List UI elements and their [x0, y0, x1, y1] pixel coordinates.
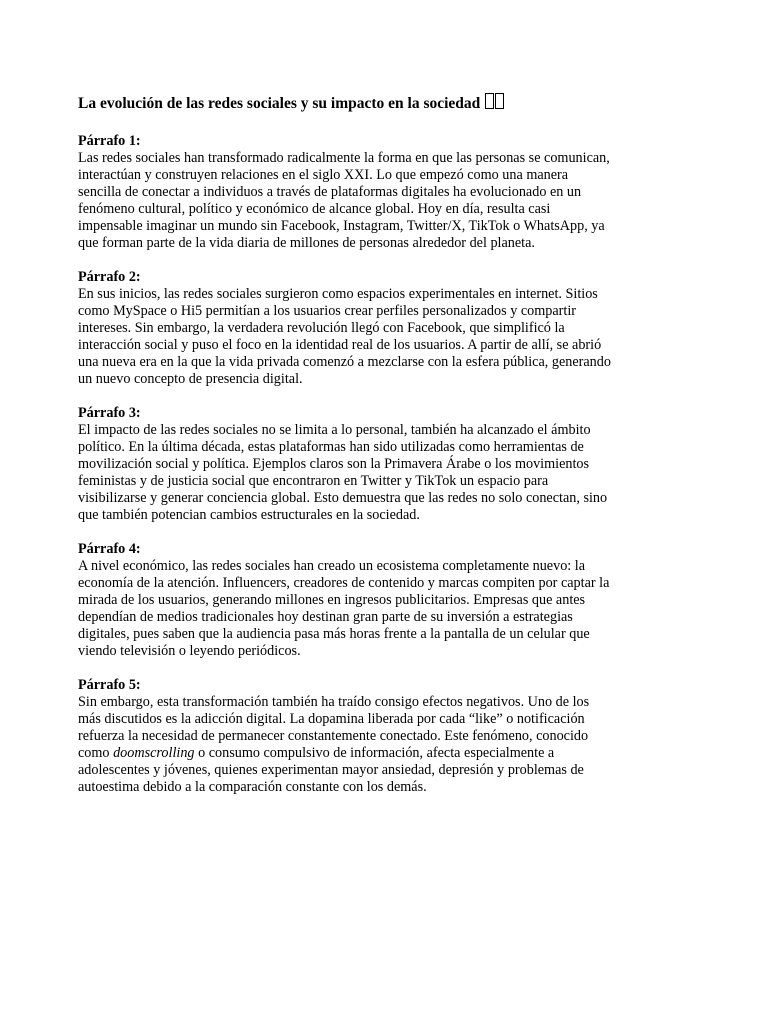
text-line: un nuevo concepto de presencia digital.: [78, 371, 303, 387]
paragraph-body: [78, 286, 668, 388]
text-line: Las redes sociales han transformado radicalmente la forma en que las personas se comunican,: [78, 150, 610, 166]
text-line: Sin embargo, esta transformación también ha traído consigo efectos negativos. Uno de los: [78, 694, 590, 710]
text-line: refuerza la necesidad de permanecer constantemente conectado. Este fenómeno, conocido: [78, 728, 589, 744]
text-line: una nueva era en la que la vida privada comenzó a mezclarse con la esfera pública, generando: [78, 354, 611, 370]
paragraph-body: [78, 694, 668, 796]
text-line: sencilla de conectar a individuos a través de plataformas digitales ha evolucionado en un: [78, 184, 582, 200]
paragraph-heading: Párrafo 2:: [78, 269, 141, 285]
paragraph-heading: Párrafo 3:: [78, 405, 141, 421]
missing-glyph-icon: [485, 93, 494, 109]
text-line: dependían de medios tradicionales hoy destinan gran parte de su inversión a estrategias: [78, 609, 573, 625]
text-line: impensable imaginar un mundo sin Facebook, Instagram, Twitter/X, TikTok o WhatsApp, ya: [78, 218, 605, 234]
document-title-text: La evolución de las redes sociales y su impacto en la sociedad: [78, 95, 481, 112]
text-line: interactúan y construyen relaciones en el siglo XXI. Lo que empezó como una manera: [78, 167, 569, 183]
emphasized-term: doomscrolling: [113, 745, 195, 761]
paragraph-2: [78, 269, 668, 388]
paragraph-3: [78, 405, 668, 524]
paragraph-5: [78, 677, 668, 796]
text-line: feministas y de justicia social que encontraron en Twitter y TikTok un espacio para: [78, 473, 549, 489]
text-line: intereses. Sin embargo, la verdadera revolución llegó con Facebook, que simplificó la: [78, 320, 565, 336]
text-line: digitales, pues saben que la audiencia pasa más horas frente a la pantalla de un celular que: [78, 626, 590, 642]
text-line: economía de la atención. Influencers, creadores de contenido y marcas compiten por captar la: [78, 575, 610, 591]
paragraph-body: [78, 558, 668, 660]
text-line: mirada de los usuarios, generando millones en ingresos publicitarios. Empresas que antes: [78, 592, 586, 608]
missing-glyph-icon: [495, 93, 504, 109]
text-line: movilización social y política. Ejemplos claros son la Primavera Árabe o los movimientos: [78, 456, 590, 472]
text-fragment: o consumo compulsivo de información, afecta especialmente a: [194, 745, 555, 761]
text-line: El impacto de las redes sociales no se limita a lo personal, también ha alcanzado el ámbito: [78, 422, 591, 438]
text-line: viendo televisión o leyendo periódicos.: [78, 643, 301, 659]
text-line-with-emphasis: [78, 745, 668, 762]
paragraph-heading: Párrafo 1:: [78, 133, 141, 149]
paragraph-body: [78, 422, 668, 524]
text-line: visibilizarse y generar conciencia global. Esto demuestra que las redes no solo conectan, sino: [78, 490, 608, 506]
text-line: fenómeno cultural, político y económico de alcance global. Hoy en día, resulta casi: [78, 201, 551, 217]
paragraph-1: [78, 133, 668, 252]
text-line: más discutidos es la adicción digital. La dopamina liberada por cada “like” o notificación: [78, 711, 585, 727]
document-page: [78, 93, 668, 813]
text-line: interacción social y puso el foco en la identidad real de los usuarios. A partir de allí, se abrió: [78, 337, 602, 353]
text-line: como MySpace o Hi5 permitían a los usuarios crear perfiles personalizados y compartir: [78, 303, 576, 319]
text-line: A nivel económico, las redes sociales han creado un ecosistema completamente nuevo: la: [78, 558, 586, 574]
paragraph-4: [78, 541, 668, 660]
text-line: autoestima debido a la comparación constante con los demás.: [78, 779, 427, 795]
text-line: que forman parte de la vida diaria de millones de personas alrededor del planeta.: [78, 235, 535, 251]
document-title: [78, 93, 668, 114]
paragraph-body: [78, 150, 668, 252]
text-line: adolescentes y jóvenes, quienes experimentan mayor ansiedad, depresión y problemas de: [78, 762, 584, 778]
text-line: En sus inicios, las redes sociales surgieron como espacios experimentales en internet. Sitios: [78, 286, 598, 302]
text-line: político. En la última década, estas plataformas han sido utilizadas como herramientas de: [78, 439, 584, 455]
paragraph-heading: Párrafo 5:: [78, 677, 141, 693]
paragraph-heading: Párrafo 4:: [78, 541, 141, 557]
text-line: que también potencian cambios estructurales en la sociedad.: [78, 507, 420, 523]
text-fragment: como: [78, 745, 114, 761]
